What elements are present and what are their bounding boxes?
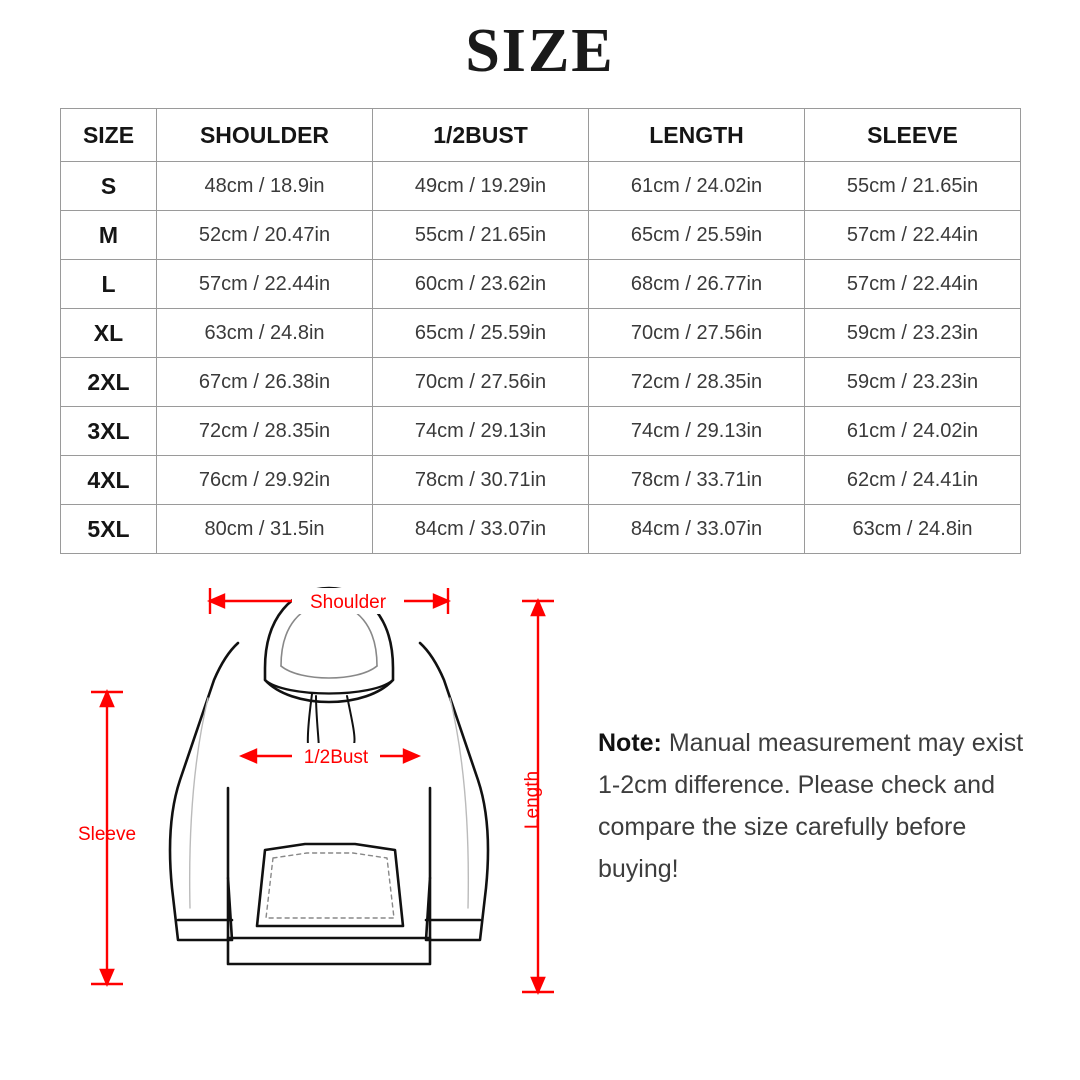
cell-size: L (61, 260, 157, 309)
cell-size: 2XL (61, 358, 157, 407)
cell-size: XL (61, 309, 157, 358)
cell-length: 68cm / 26.77in (589, 260, 805, 309)
cell-bust: 49cm / 19.29in (373, 162, 589, 211)
table-row (61, 260, 1021, 309)
cell-shoulder: 67cm / 26.38in (157, 358, 373, 407)
cell-sleeve: 63cm / 24.8in (805, 505, 1021, 554)
cell-sleeve: 59cm / 23.23in (805, 358, 1021, 407)
table-row (61, 162, 1021, 211)
cell-shoulder: 72cm / 28.35in (157, 407, 373, 456)
table-header-row (61, 109, 1021, 162)
column-header-bust: 1/2BUST (373, 109, 589, 162)
cell-bust: 78cm / 30.71in (373, 456, 589, 505)
cell-shoulder: 57cm / 22.44in (157, 260, 373, 309)
hoodie-illustration (170, 588, 488, 964)
cell-bust: 65cm / 25.59in (373, 309, 589, 358)
cell-shoulder: 80cm / 31.5in (157, 505, 373, 554)
table-row (61, 505, 1021, 554)
size-table (60, 108, 1021, 554)
table-row (61, 407, 1021, 456)
cell-sleeve: 55cm / 21.65in (805, 162, 1021, 211)
cell-shoulder: 63cm / 24.8in (157, 309, 373, 358)
cell-shoulder: 76cm / 29.92in (157, 456, 373, 505)
cell-length: 65cm / 25.59in (589, 211, 805, 260)
column-header-shoulder: SHOULDER (157, 109, 373, 162)
column-header-length: LENGTH (589, 109, 805, 162)
cell-bust: 84cm / 33.07in (373, 505, 589, 554)
label-length: Length (522, 770, 543, 830)
cell-length: 74cm / 29.13in (589, 407, 805, 456)
cell-sleeve: 61cm / 24.02in (805, 407, 1021, 456)
cell-sleeve: 62cm / 24.41in (805, 456, 1021, 505)
cell-size: 4XL (61, 456, 157, 505)
cell-shoulder: 52cm / 20.47in (157, 211, 373, 260)
cell-length: 61cm / 24.02in (589, 162, 805, 211)
table-row (61, 358, 1021, 407)
note-body: Manual measurement may exist 1-2cm difference. Please check and compare the size carefully before buying! (598, 729, 1024, 883)
label-sleeve: Sleeve (77, 824, 137, 845)
table-row (61, 211, 1021, 260)
cell-length: 84cm / 33.07in (589, 505, 805, 554)
table-row (61, 456, 1021, 505)
cell-size: M (61, 211, 157, 260)
cell-sleeve: 59cm / 23.23in (805, 309, 1021, 358)
cell-sleeve: 57cm / 22.44in (805, 211, 1021, 260)
label-shoulder: Shoulder (309, 592, 387, 613)
cell-bust: 55cm / 21.65in (373, 211, 589, 260)
cell-length: 72cm / 28.35in (589, 358, 805, 407)
cell-length: 70cm / 27.56in (589, 309, 805, 358)
table-body (61, 162, 1021, 554)
note-label: Note: (598, 729, 662, 757)
cell-length: 78cm / 33.71in (589, 456, 805, 505)
cell-bust: 60cm / 23.62in (373, 260, 589, 309)
column-header-sleeve: SLEEVE (805, 109, 1021, 162)
label-bust: 1/2Bust (303, 747, 369, 768)
cell-size: S (61, 162, 157, 211)
cell-size: 5XL (61, 505, 157, 554)
column-header-size: SIZE (61, 109, 157, 162)
page-title: SIZE (465, 17, 615, 85)
table-row (61, 309, 1021, 358)
note-text (598, 722, 1028, 890)
cell-sleeve: 57cm / 22.44in (805, 260, 1021, 309)
cell-bust: 70cm / 27.56in (373, 358, 589, 407)
table-header (61, 109, 1021, 162)
cell-shoulder: 48cm / 18.9in (157, 162, 373, 211)
cell-size: 3XL (61, 407, 157, 456)
cell-bust: 74cm / 29.13in (373, 407, 589, 456)
hoodie-measurement-diagram (60, 548, 600, 1018)
